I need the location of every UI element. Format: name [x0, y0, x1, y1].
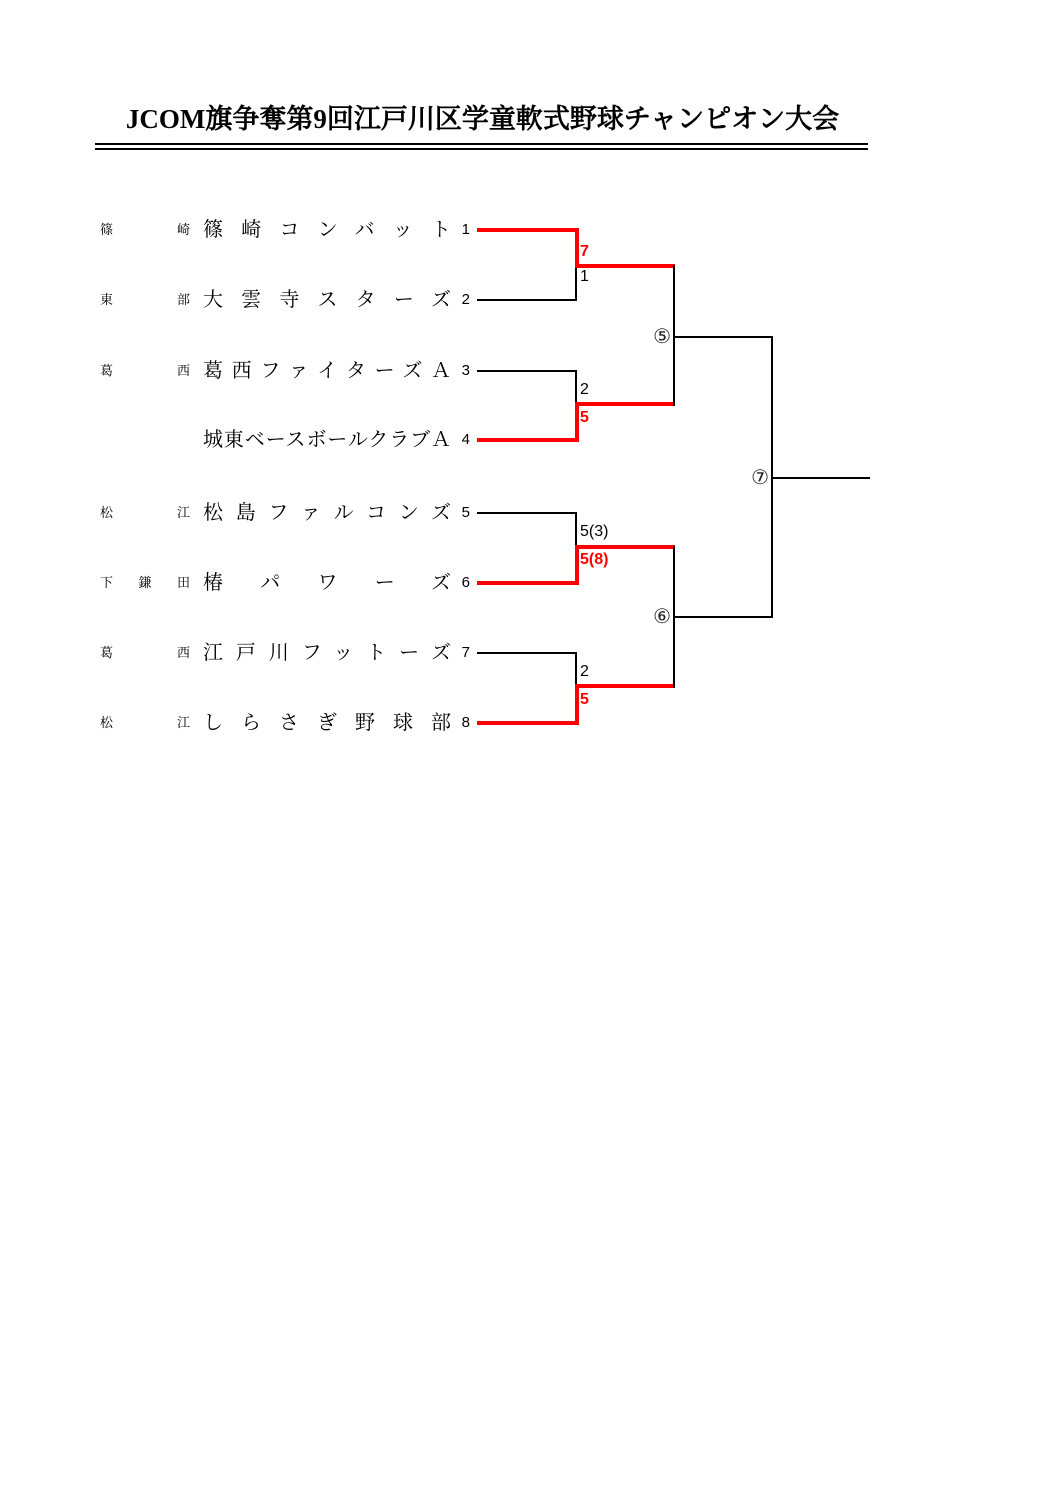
qf4-winner-vertical: [575, 684, 579, 725]
team-region: 松江: [100, 505, 190, 520]
qf4-bottom-score: 5: [580, 691, 589, 708]
qf2-bottom-score: 5: [580, 409, 589, 426]
team-region: 篠崎: [100, 222, 190, 237]
qf4-top-score: 2: [580, 663, 589, 680]
team-name: 江戸川フットーズ: [203, 642, 451, 664]
team-seed: 4: [461, 431, 470, 448]
qf1-winner-vertical: [575, 228, 579, 268]
team-seed: 8: [461, 714, 470, 731]
team2-line: [477, 299, 577, 301]
qf4-advance-line: [575, 684, 675, 688]
team-name: 大雲寺スターズ: [203, 289, 451, 311]
qf4-loser-vertical: [575, 652, 577, 688]
team3-line: [477, 370, 577, 372]
team5-line: [477, 512, 577, 514]
team-seed: 6: [461, 574, 470, 591]
team-region: [100, 426, 190, 454]
team-name: 城東ベースボールクラブＡ: [203, 429, 451, 451]
team-region: 葛西: [100, 363, 190, 378]
team1-line-winner: [477, 228, 579, 232]
qf3-winner-vertical: [575, 545, 579, 585]
team6-line-winner: [477, 581, 579, 585]
team-name: 篠崎コンバット: [203, 219, 451, 241]
qf1-loser-vertical: [575, 266, 577, 301]
team-name: 松島ファルコンズ: [203, 502, 451, 524]
team-row: [0, 709, 480, 737]
team-row: [0, 499, 480, 527]
semifinal-2-label: ⑥: [653, 606, 671, 628]
team-region: 葛西: [100, 645, 190, 660]
team-name: 椿パワーズ: [203, 572, 451, 594]
team-seed: 3: [461, 362, 470, 379]
team-region: 東部: [100, 292, 190, 307]
sf1-advance-line: [673, 336, 773, 338]
qf1-bottom-score: 1: [580, 268, 589, 285]
qf3-loser-vertical: [575, 512, 577, 549]
qf2-winner-vertical: [575, 402, 579, 442]
team8-line-winner: [477, 721, 579, 725]
team7-line: [477, 652, 577, 654]
qf2-loser-vertical: [575, 370, 577, 406]
team-seed: 7: [461, 644, 470, 661]
team-seed: 5: [461, 504, 470, 521]
team-row: [0, 639, 480, 667]
qf2-advance-line: [575, 402, 675, 406]
team-seed: 2: [461, 291, 470, 308]
team-row: [0, 286, 480, 314]
team-row: [0, 216, 480, 244]
final-label: ⑦: [751, 467, 769, 489]
team-region: 下鎌田: [100, 575, 190, 590]
team4-line-winner: [477, 438, 579, 442]
qf1-advance-line: [575, 264, 675, 268]
team-row: [0, 426, 480, 454]
page-title: JCOM旗争奪第9回江戸川区学童軟式野球チャンピオン大会: [125, 104, 840, 134]
semifinal-1-label: ⑤: [653, 326, 671, 348]
title-divider: [95, 143, 868, 150]
qf3-top-score: 5(3): [580, 523, 609, 540]
team-region: 松江: [100, 715, 190, 730]
champion-line: [771, 477, 870, 479]
qf3-bottom-score: 5(8): [580, 551, 609, 568]
team-row: [0, 357, 480, 385]
sf2-advance-line: [673, 616, 773, 618]
qf2-top-score: 2: [580, 381, 589, 398]
team-name: しらさぎ野球部: [203, 712, 451, 734]
team-name: 葛西ファイターズＡ: [203, 360, 451, 382]
team-seed: 1: [461, 221, 470, 238]
qf1-top-score: 7: [580, 243, 589, 260]
team-row: [0, 569, 480, 597]
